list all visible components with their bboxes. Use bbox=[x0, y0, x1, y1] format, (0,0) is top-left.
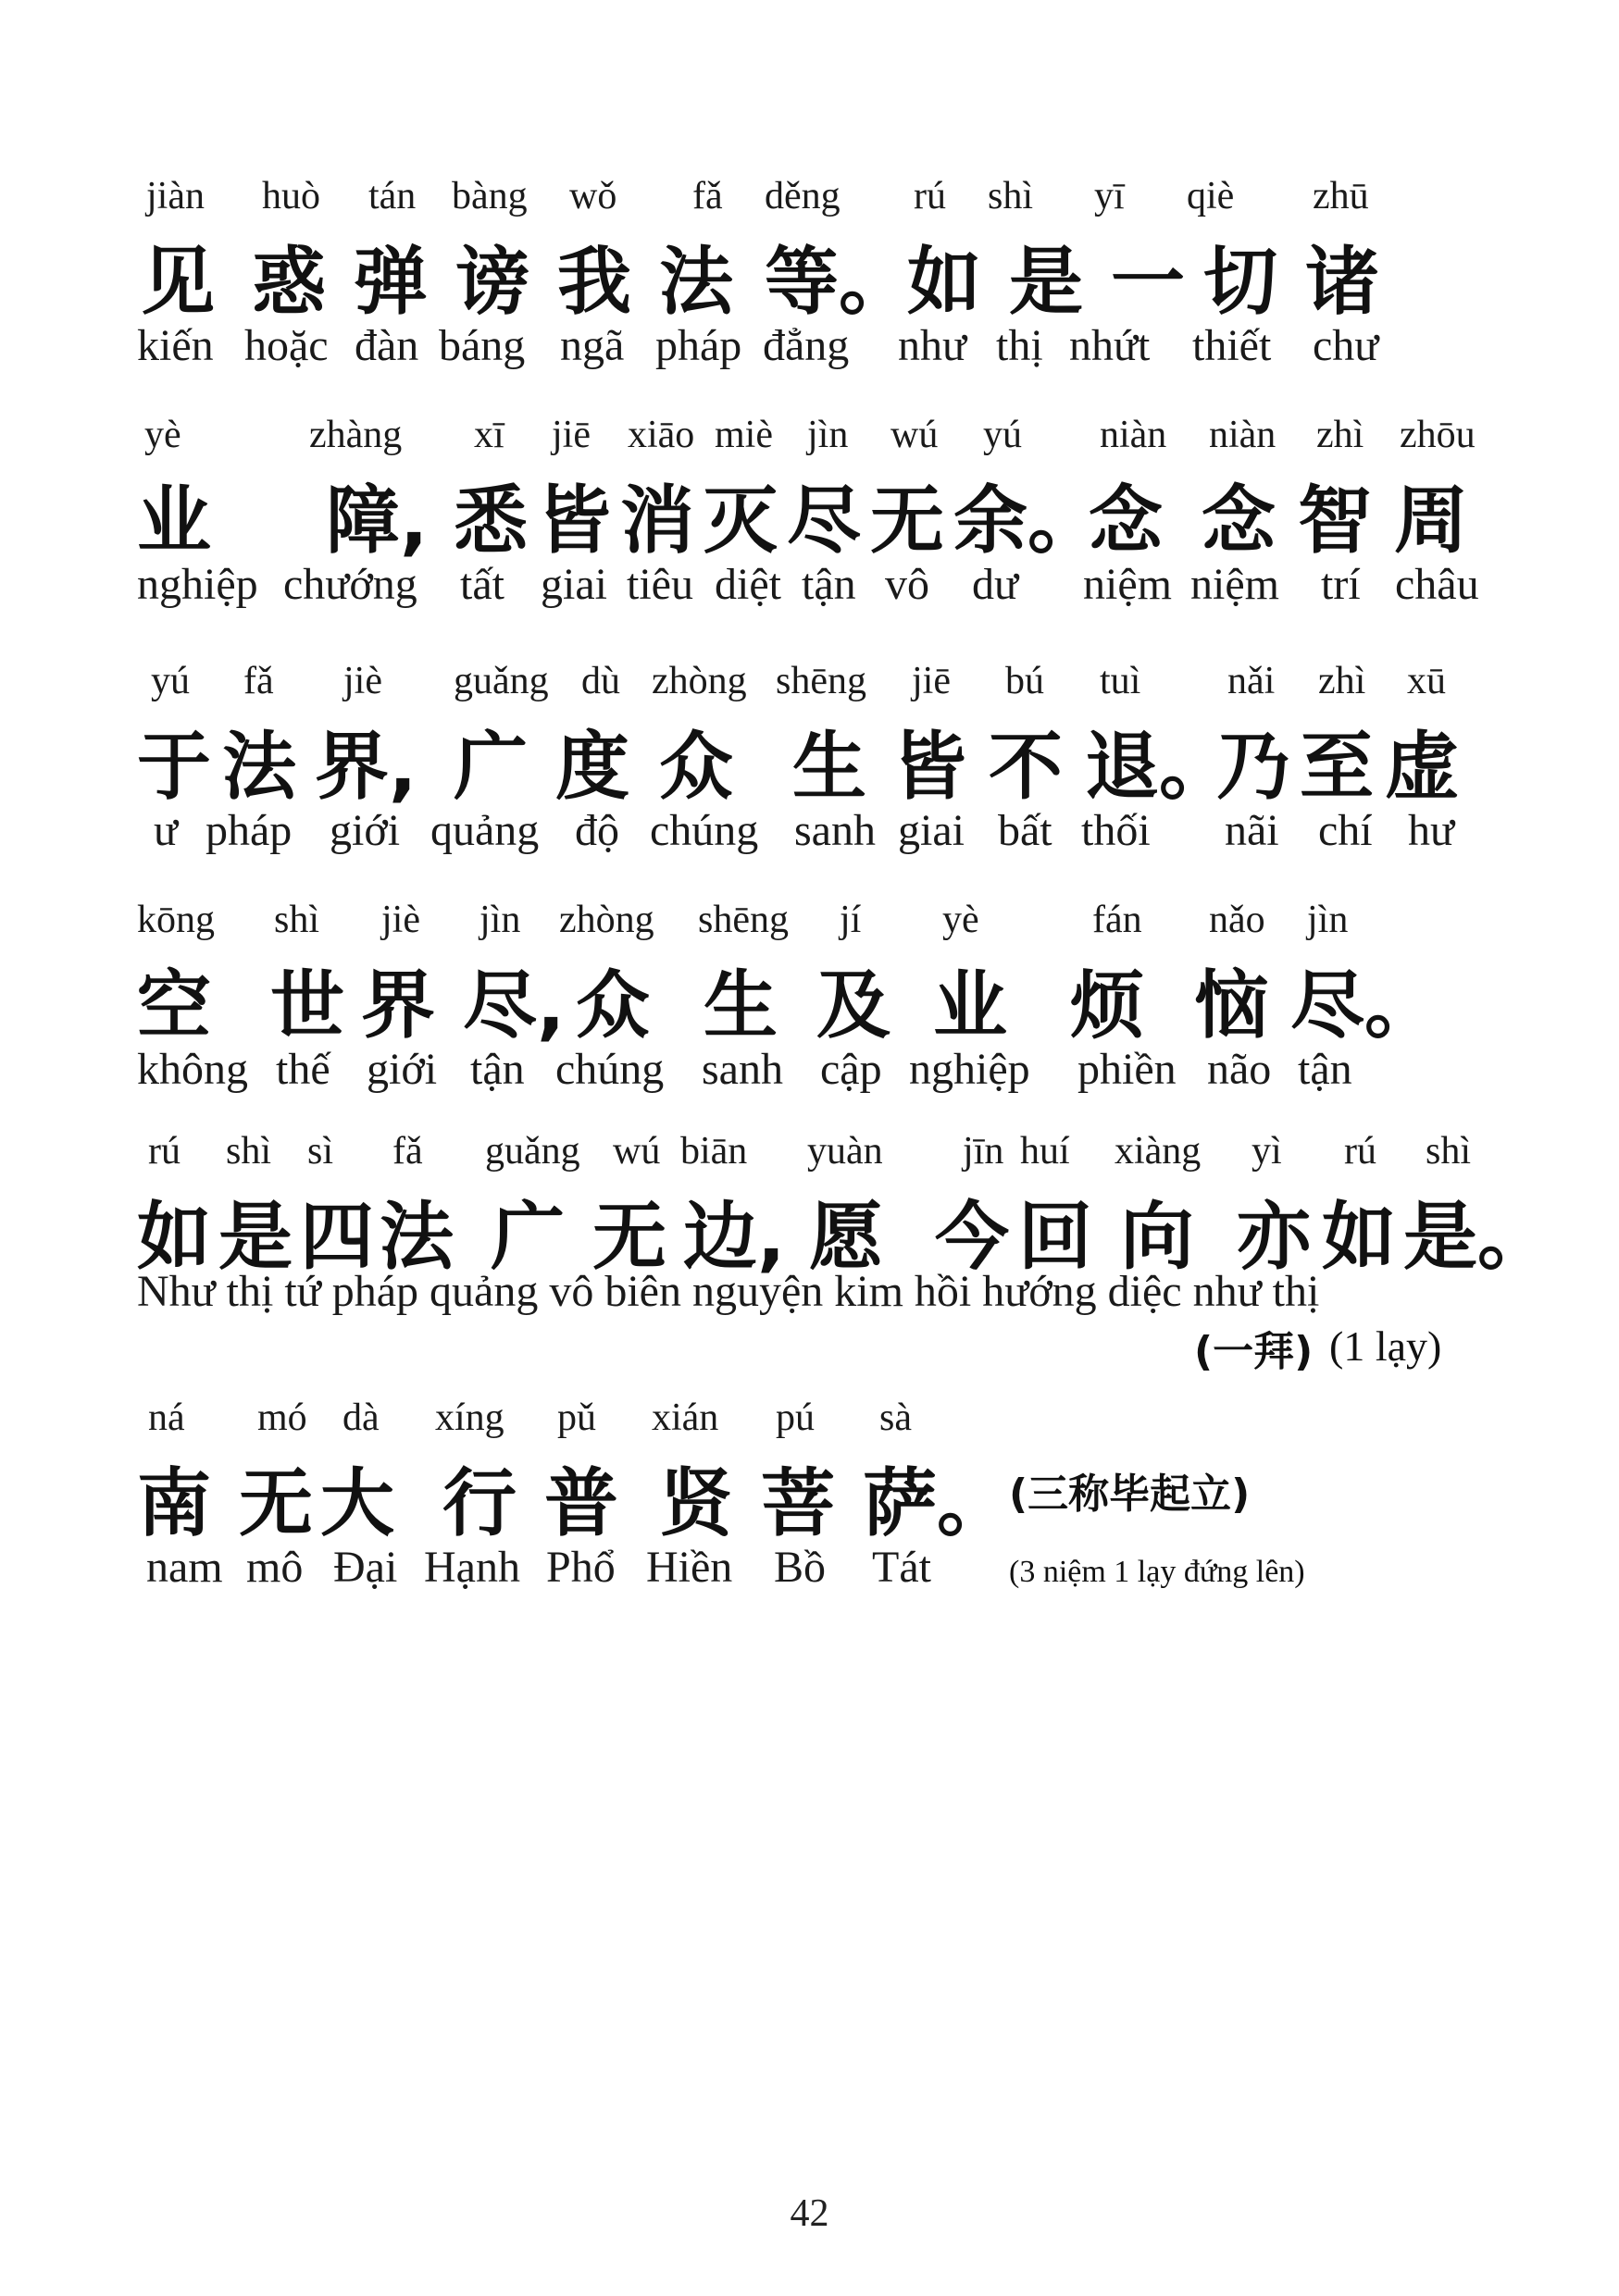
vietnamese-word: kiến bbox=[137, 321, 214, 370]
hanzi-char: 贤 bbox=[659, 1460, 733, 1546]
vietnamese-word: ngã bbox=[560, 321, 625, 370]
pinyin-syllable: kōng bbox=[137, 899, 215, 941]
hanzi-char: 空 bbox=[137, 962, 211, 1049]
hanzi-char: 业 bbox=[933, 962, 1007, 1049]
hanzi-char: 广 bbox=[454, 724, 528, 810]
pinyin-syllable: ná bbox=[148, 1396, 185, 1439]
pinyin-syllable: shì bbox=[226, 1130, 272, 1173]
pinyin-syllable: shēng bbox=[776, 660, 866, 702]
vietnamese-word: ư bbox=[154, 806, 179, 855]
pinyin-syllable: zhì bbox=[1316, 414, 1364, 456]
pinyin-syllable: shì bbox=[274, 899, 320, 941]
vietnamese-word: thiết bbox=[1192, 321, 1272, 370]
vietnamese-word: tận bbox=[470, 1045, 525, 1094]
pinyin-syllable: niàn bbox=[1209, 414, 1277, 456]
pinyin-syllable: pǔ bbox=[557, 1396, 596, 1439]
vietnamese-word: pháp bbox=[205, 806, 293, 855]
pinyin-syllable: wú bbox=[890, 414, 939, 456]
vietnamese-word: giới bbox=[367, 1045, 438, 1094]
vietnamese-word: giai bbox=[541, 560, 607, 609]
hanzi-char: 无 bbox=[239, 1460, 313, 1546]
pinyin-syllable: tuì bbox=[1100, 660, 1141, 702]
pinyin-syllable: qiè bbox=[1187, 175, 1235, 217]
pinyin-syllable: nǎo bbox=[1209, 899, 1265, 941]
hanzi-char: 皆 bbox=[537, 478, 611, 564]
pinyin-syllable: xíng bbox=[435, 1396, 504, 1439]
vietnamese-word: thị bbox=[996, 321, 1043, 370]
vietnamese-word: não bbox=[1207, 1045, 1272, 1094]
pinyin-syllable: shēng bbox=[698, 899, 789, 941]
pinyin-syllable: mó bbox=[257, 1396, 307, 1439]
hanzi-char: 障, bbox=[326, 478, 429, 564]
pinyin-syllable: jí bbox=[840, 899, 862, 941]
hanzi-char: 是 bbox=[218, 1194, 293, 1280]
pinyin-syllable: tán bbox=[368, 175, 417, 217]
vietnamese-word: hoặc bbox=[244, 321, 329, 370]
hanzi-char: 及 bbox=[816, 962, 890, 1049]
vietnamese-word: dư bbox=[972, 560, 1019, 609]
pinyin-syllable: jìn bbox=[1307, 899, 1349, 941]
hanzi-char: 悉 bbox=[454, 478, 528, 564]
hanzi-char: 众 bbox=[576, 962, 650, 1049]
vietnamese-word: nghiệp bbox=[909, 1045, 1030, 1094]
hanzi-char: 是。 bbox=[1403, 1194, 1551, 1280]
vietnamese-word: niệm bbox=[1083, 560, 1172, 609]
pinyin-syllable: dù bbox=[581, 660, 620, 702]
vietnamese-word: không bbox=[137, 1045, 248, 1094]
pinyin-syllable: jiàn bbox=[146, 175, 205, 217]
pinyin-syllable: xū bbox=[1407, 660, 1446, 702]
pinyin-syllable: xī bbox=[474, 414, 504, 456]
vietnamese-word: nam bbox=[146, 1543, 223, 1592]
vietnamese-word: chí bbox=[1318, 806, 1373, 855]
pinyin-syllable: biān bbox=[680, 1130, 748, 1173]
hanzi-char: 皆 bbox=[892, 724, 966, 810]
vietnamese-word: sanh bbox=[702, 1045, 783, 1094]
vietnamese-word: chúng bbox=[650, 806, 759, 855]
hanzi-char: 惑 bbox=[252, 239, 326, 325]
hanzi-char: 不 bbox=[989, 724, 1063, 810]
pinyin-syllable: fǎ bbox=[692, 175, 723, 217]
hanzi-char: 众 bbox=[659, 724, 733, 810]
vietnamese-word: nghiệp bbox=[137, 560, 258, 609]
hanzi-char: 界, bbox=[315, 724, 417, 810]
hanzi-char: 智 bbox=[1298, 478, 1372, 564]
hanzi-char: 尽。 bbox=[1290, 962, 1438, 1049]
vietnamese-word: vô bbox=[885, 560, 929, 609]
hanzi-char: 乃 bbox=[1216, 724, 1290, 810]
hanzi-char: 切 bbox=[1203, 239, 1277, 325]
hanzi-char: 弹 bbox=[354, 239, 428, 325]
hanzi-char: 余。 bbox=[953, 478, 1102, 564]
vietnamese-word: tận bbox=[802, 560, 856, 609]
pinyin-syllable: rú bbox=[1344, 1130, 1376, 1173]
hanzi-char: 周 bbox=[1394, 478, 1468, 564]
hanzi-char: 烦 bbox=[1070, 962, 1144, 1049]
pinyin-syllable: zhàng bbox=[309, 414, 403, 456]
vietnamese-word: tiêu bbox=[627, 560, 693, 609]
pinyin-syllable: wǒ bbox=[569, 175, 617, 217]
vietnamese-word: hư bbox=[1408, 806, 1455, 855]
pinyin-syllable: jiè bbox=[381, 899, 420, 941]
pinyin-syllable: jiè bbox=[343, 660, 382, 702]
pinyin-syllable: yú bbox=[983, 414, 1022, 456]
vietnamese-word: như bbox=[898, 321, 967, 370]
hanzi-char: 谤 bbox=[455, 239, 529, 325]
hanzi-char: 今 bbox=[935, 1194, 1009, 1280]
pinyin-syllable: shì bbox=[1426, 1130, 1472, 1173]
vietnamese-word: đàn bbox=[355, 321, 419, 370]
vietnamese-word: tất bbox=[460, 560, 504, 609]
pinyin-syllable: miè bbox=[715, 414, 773, 456]
vietnamese-word: sanh bbox=[794, 806, 876, 855]
hanzi-char: 一 bbox=[1111, 239, 1185, 325]
vietnamese-word: mô bbox=[246, 1543, 304, 1592]
pinyin-syllable: xián bbox=[652, 1396, 719, 1439]
hanzi-char: 生 bbox=[704, 962, 778, 1049]
hanzi-char: 我 bbox=[557, 239, 631, 325]
pinyin-syllable: shì bbox=[988, 175, 1034, 217]
pinyin-syllable: zhōu bbox=[1400, 414, 1476, 456]
hanzi-char: 南 bbox=[137, 1460, 211, 1546]
hanzi-char: 退。 bbox=[1085, 724, 1233, 810]
pinyin-syllable: huò bbox=[262, 175, 320, 217]
hanzi-char: 是 bbox=[1009, 239, 1083, 325]
hanzi-char: 消 bbox=[620, 478, 694, 564]
pinyin-syllable: xiāo bbox=[628, 414, 695, 456]
pinyin-syllable: jìn bbox=[479, 899, 521, 941]
hanzi-char: 无 bbox=[592, 1194, 666, 1280]
pinyin-syllable: yì bbox=[1252, 1130, 1282, 1173]
hanzi-char: 普 bbox=[544, 1460, 618, 1546]
hanzi-char: 度 bbox=[555, 724, 629, 810]
vietnamese-word: tận bbox=[1298, 1045, 1352, 1094]
vietnamese-word: Hạnh bbox=[424, 1543, 520, 1592]
pinyin-syllable: rú bbox=[148, 1130, 181, 1173]
hanzi-char: 灭 bbox=[704, 478, 778, 564]
prostration-note-vietnamese: (1 lạy) bbox=[1329, 1322, 1442, 1370]
pinyin-syllable: sà bbox=[879, 1396, 912, 1439]
prostration-note-hanzi: (一拜) bbox=[1194, 1328, 1314, 1375]
vietnamese-word: Tát bbox=[872, 1543, 931, 1592]
pinyin-syllable: zhū bbox=[1313, 175, 1369, 217]
hanzi-char: 至 bbox=[1300, 724, 1374, 810]
pinyin-syllable: jiē bbox=[912, 660, 951, 702]
pinyin-syllable: bàng bbox=[452, 175, 528, 217]
vietnamese-word: cập bbox=[820, 1045, 882, 1094]
pinyin-syllable: niàn bbox=[1100, 414, 1167, 456]
vietnamese-word: nãi bbox=[1225, 806, 1279, 855]
pinyin-syllable: fǎ bbox=[243, 660, 274, 702]
vietnamese-word: quảng bbox=[430, 806, 540, 855]
hanzi-char: 亦 bbox=[1237, 1194, 1311, 1280]
hanzi-char: 生 bbox=[792, 724, 866, 810]
hanzi-char: 广 bbox=[491, 1194, 565, 1280]
hanzi-char: 诸 bbox=[1305, 239, 1379, 325]
hanzi-char: 恼 bbox=[1194, 962, 1268, 1049]
vietnamese-word: thế bbox=[276, 1045, 330, 1094]
vietnamese-word: Hiền bbox=[646, 1543, 733, 1592]
vietnamese-word: độ bbox=[575, 806, 619, 855]
pinyin-syllable: rú bbox=[914, 175, 946, 217]
pinyin-syllable: jìn bbox=[807, 414, 849, 456]
hanzi-char: 世 bbox=[270, 962, 344, 1049]
hanzi-char: 大 bbox=[320, 1460, 394, 1546]
vietnamese-word: niệm bbox=[1190, 560, 1279, 609]
vietnamese-sentence: Như thị tứ pháp quảng vô biên nguyện kim hồi hướng diệc như thị bbox=[137, 1267, 1320, 1316]
hanzi-char: 尽, bbox=[463, 962, 566, 1049]
hanzi-char: 法 bbox=[222, 724, 296, 810]
pinyin-syllable: jīn bbox=[963, 1130, 1004, 1173]
hanzi-char: 向 bbox=[1120, 1194, 1194, 1280]
pinyin-syllable: yè bbox=[942, 899, 979, 941]
vietnamese-word: giới bbox=[330, 806, 401, 855]
hanzi-char: 等。 bbox=[765, 239, 913, 325]
hanzi-char: 尽 bbox=[787, 478, 861, 564]
pinyin-syllable: yú bbox=[151, 660, 190, 702]
recitation-note-hanzi: (三称毕起立) bbox=[1009, 1471, 1251, 1518]
vietnamese-word: báng bbox=[439, 321, 526, 370]
hanzi-char: 见 bbox=[141, 239, 215, 325]
pinyin-syllable: zhòng bbox=[559, 899, 654, 941]
hanzi-char: 如 bbox=[137, 1194, 211, 1280]
vietnamese-word: pháp bbox=[655, 321, 742, 370]
pinyin-syllable: yī bbox=[1094, 175, 1125, 217]
hanzi-char: 无 bbox=[870, 478, 944, 564]
hanzi-char: 萨。 bbox=[863, 1460, 1011, 1546]
vietnamese-word: Đại bbox=[333, 1543, 398, 1592]
hanzi-char: 虚 bbox=[1385, 724, 1459, 810]
pinyin-syllable: guǎng bbox=[485, 1130, 580, 1173]
vietnamese-word: châu bbox=[1395, 560, 1479, 609]
hanzi-char: 业 bbox=[137, 478, 211, 564]
hanzi-char: 菩 bbox=[761, 1460, 835, 1546]
pinyin-syllable: guǎng bbox=[454, 660, 549, 702]
hanzi-char: 念 bbox=[1202, 478, 1276, 564]
hanzi-char: 法 bbox=[380, 1194, 454, 1280]
vietnamese-word: nhứt bbox=[1069, 321, 1151, 370]
hanzi-char: 四 bbox=[300, 1194, 374, 1280]
pinyin-syllable: pú bbox=[776, 1396, 815, 1439]
hanzi-char: 愿 bbox=[809, 1194, 883, 1280]
pinyin-syllable: dà bbox=[342, 1396, 380, 1439]
hanzi-char: 行 bbox=[442, 1460, 517, 1546]
vietnamese-word: giai bbox=[898, 806, 965, 855]
hanzi-char: 法 bbox=[659, 239, 733, 325]
hanzi-char: 回 bbox=[1018, 1194, 1092, 1280]
hanzi-char: 边, bbox=[683, 1194, 786, 1280]
pinyin-syllable: zhòng bbox=[652, 660, 747, 702]
pinyin-syllable: děng bbox=[765, 175, 841, 217]
pinyin-syllable: fán bbox=[1092, 899, 1142, 941]
hanzi-char: 念 bbox=[1089, 478, 1163, 564]
vietnamese-word: phiền bbox=[1077, 1045, 1177, 1094]
hanzi-char: 如 bbox=[1322, 1194, 1396, 1280]
vietnamese-word: chư bbox=[1313, 321, 1379, 370]
pinyin-syllable: huí bbox=[1020, 1130, 1070, 1173]
hanzi-char: 如 bbox=[907, 239, 981, 325]
pinyin-syllable: jiē bbox=[552, 414, 591, 456]
pinyin-syllable: zhì bbox=[1318, 660, 1366, 702]
vietnamese-word: Phổ bbox=[546, 1543, 616, 1592]
pinyin-syllable: fǎ bbox=[392, 1130, 423, 1173]
pinyin-syllable: yè bbox=[144, 414, 181, 456]
vietnamese-word: diệt bbox=[715, 560, 781, 609]
pinyin-syllable: sì bbox=[307, 1130, 334, 1173]
vietnamese-word: bất bbox=[998, 806, 1052, 855]
vietnamese-word: trí bbox=[1321, 560, 1361, 609]
page-number: 42 bbox=[790, 2192, 829, 2235]
recitation-note-vietnamese: (3 niệm 1 lạy đứng lên) bbox=[1009, 1555, 1305, 1589]
pinyin-syllable: bú bbox=[1005, 660, 1044, 702]
vietnamese-word: thối bbox=[1081, 806, 1151, 855]
pinyin-syllable: nǎi bbox=[1227, 660, 1276, 702]
pinyin-syllable: wú bbox=[613, 1130, 661, 1173]
pinyin-syllable: xiàng bbox=[1115, 1130, 1202, 1173]
vietnamese-word: chúng bbox=[555, 1045, 665, 1094]
vietnamese-word: Bồ bbox=[774, 1543, 827, 1592]
pinyin-syllable: yuàn bbox=[807, 1130, 883, 1173]
vietnamese-word: đẳng bbox=[763, 321, 850, 370]
hanzi-char: 于 bbox=[137, 724, 211, 810]
vietnamese-word: chướng bbox=[283, 560, 417, 609]
hanzi-char: 界 bbox=[361, 962, 435, 1049]
